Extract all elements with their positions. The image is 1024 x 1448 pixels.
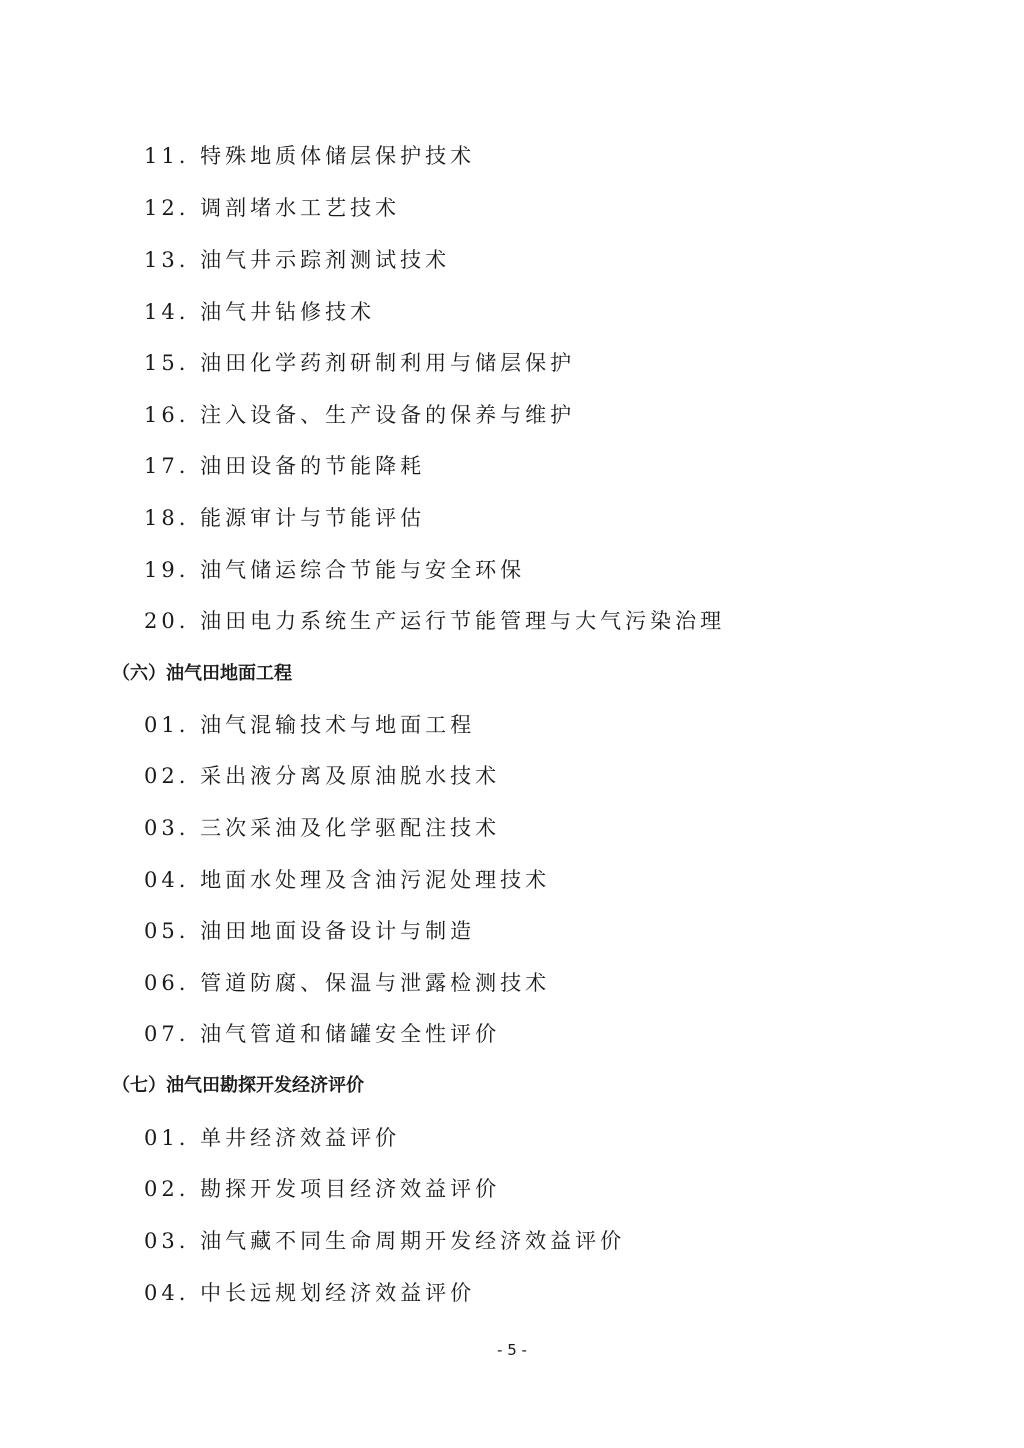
list-item: 16. 注入设备、生产设备的保养与维护 — [144, 403, 576, 427]
list-item: 01. 油气混输技术与地面工程 — [144, 713, 476, 737]
list-item: 17. 油田设备的节能降耗 — [144, 454, 426, 478]
list-item: 15. 油田化学药剂研制利用与储层保护 — [144, 351, 576, 375]
list-item: 03. 油气藏不同生命周期开发经济效益评价 — [144, 1229, 626, 1253]
list-item: 14. 油气井钻修技术 — [144, 300, 376, 324]
list-item: 04. 中长远规划经济效益评价 — [144, 1281, 476, 1305]
page-number: - 5 - — [497, 1341, 527, 1359]
list-item: 07. 油气管道和储罐安全性评价 — [144, 1022, 501, 1046]
section-heading: （六）油气田地面工程 — [112, 663, 292, 684]
list-item: 19. 油气储运综合节能与安全环保 — [144, 558, 526, 582]
list-item: 20. 油田电力系统生产运行节能管理与大气污染治理 — [144, 609, 726, 633]
section-heading: （七）油气田勘探开发经济评价 — [112, 1075, 364, 1096]
list-item: 03. 三次采油及化学驱配注技术 — [144, 816, 501, 840]
list-item: 12. 调剖堵水工艺技术 — [144, 196, 401, 220]
list-item: 06. 管道防腐、保温与泄露检测技术 — [144, 971, 551, 995]
list-item: 11. 特殊地质体储层保护技术 — [144, 144, 476, 168]
list-item: 05. 油田地面设备设计与制造 — [144, 919, 476, 943]
list-item: 18. 能源审计与节能评估 — [144, 506, 426, 530]
list-item: 04. 地面水处理及含油污泥处理技术 — [144, 868, 551, 892]
list-item: 02. 采出液分离及原油脱水技术 — [144, 764, 501, 788]
list-item: 13. 油气井示踪剂测试技术 — [144, 248, 451, 272]
list-item: 02. 勘探开发项目经济效益评价 — [144, 1177, 501, 1201]
list-item: 01. 单井经济效益评价 — [144, 1126, 401, 1150]
